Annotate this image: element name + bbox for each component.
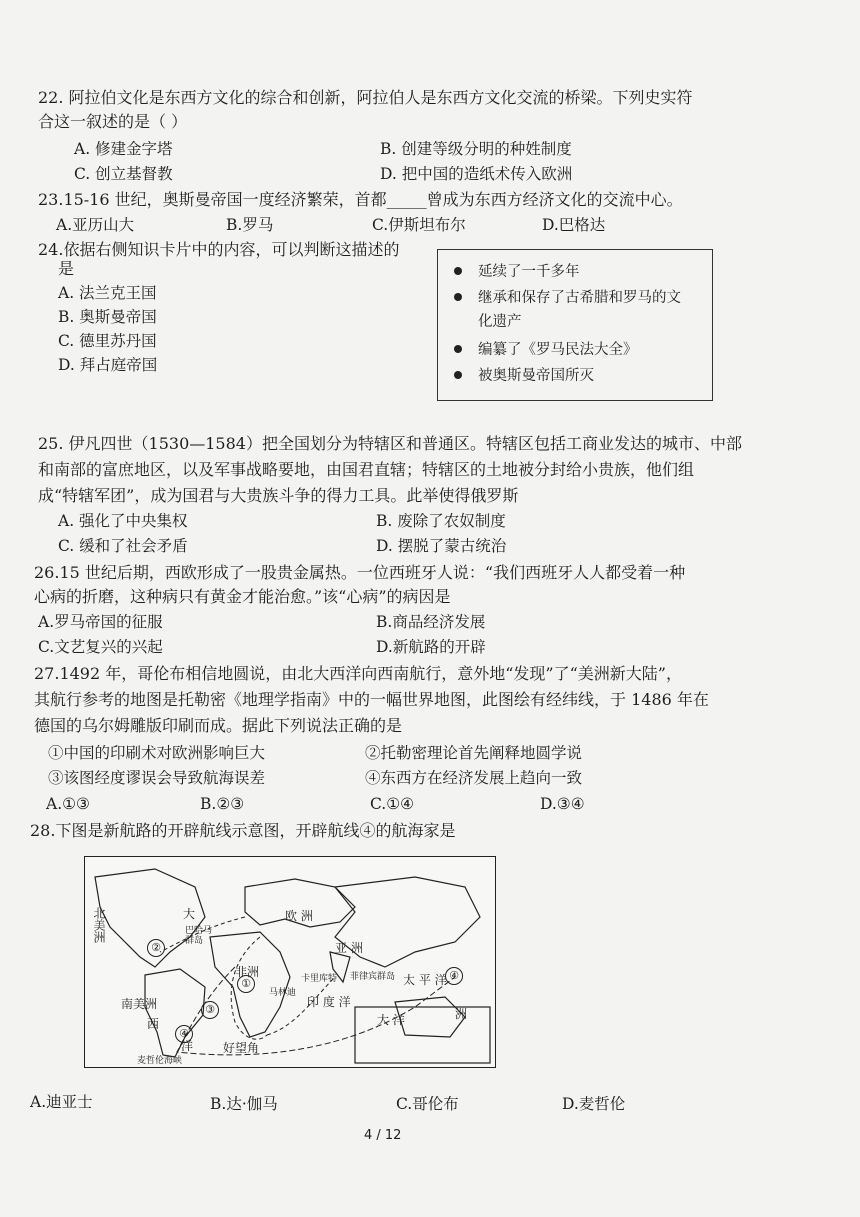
- bullet-icon: [454, 267, 462, 275]
- q27-statement-2: ②托勒密理论首先阐释地圆学说: [365, 744, 583, 762]
- label-pacific: 太 平 洋: [403, 973, 447, 987]
- q26-option-a: A.罗马帝国的征服: [38, 613, 163, 631]
- label-bahamas: 巴哈马: [185, 926, 213, 936]
- q25-stem-line3: 成“特辖军团”，成为国君与大贵族斗争的得力工具。此举使得俄罗斯: [38, 486, 519, 505]
- q24-option-a: A. 法兰克王国: [58, 284, 157, 302]
- q27-stem-line2: 其航行参考的地图是托勒密《地理学指南》中的一幅世界地图，此图绘有经纬线，于 1486 年在: [34, 690, 709, 709]
- card-item-1: 延续了一千多年: [454, 260, 580, 281]
- label-atlantic-1: 大: [183, 907, 196, 921]
- knowledge-card: [437, 249, 713, 401]
- q26-option-d: D.新航路的开辟: [376, 638, 486, 656]
- q22-stem-line1: 22. 阿拉伯文化是东西方文化的综合和创新，阿拉伯人是东西方文化交流的桥梁。下列史实符: [38, 88, 693, 107]
- q27-option-a: A.①③: [46, 795, 90, 813]
- q22-option-b: B. 创建等级分明的种姓制度: [380, 140, 572, 158]
- q25-option-a: A. 强化了中央集权: [58, 512, 188, 530]
- q28-option-a: A.迪亚士: [30, 1093, 93, 1111]
- q24-stem-line1: 24.依据右侧知识卡片中的内容，可以判断这描述的: [38, 240, 400, 259]
- label-south-america: 南美洲: [121, 997, 158, 1011]
- bullet-icon: [454, 345, 462, 353]
- q24-option-b: B. 奥斯曼帝国: [58, 308, 157, 326]
- q26-stem-line2: 心病的折磨，这种病只有黄金才能治愈。”该“心病”的病因是: [34, 587, 451, 606]
- q26-stem-line1: 26.15 世纪后期，西欧形成了一股贵金属热。一位西班牙人说：“我们西班牙人人都受着一种: [34, 563, 686, 582]
- q27-statement-3: ③该图经度谬误会导致航海误差: [48, 769, 266, 787]
- label-africa: 非洲: [235, 965, 260, 979]
- route-marker-3: ③: [201, 1001, 219, 1019]
- label-oceania-2: 洲: [455, 1007, 468, 1021]
- q24-option-d: D. 拜占庭帝国: [58, 356, 158, 374]
- q24-stem-line2: 是: [58, 259, 75, 278]
- label-europe: 欧 洲: [285, 909, 313, 923]
- q25-option-b: B. 废除了农奴制度: [376, 512, 506, 530]
- label-cape-good-hope: 好望角: [223, 1041, 260, 1055]
- q23-option-d: D.巴格达: [542, 216, 606, 234]
- card-item-3: 编纂了《罗马民法大全》: [454, 338, 638, 359]
- label-indian-ocean: 印 度 洋: [307, 995, 351, 1009]
- q28-option-c: C.哥伦布: [396, 1095, 459, 1113]
- new-sea-routes-map: [84, 856, 496, 1068]
- card-item-2-cont: 化遗产: [478, 314, 522, 330]
- bullet-icon: [454, 371, 462, 379]
- q27-option-c: C.①④: [370, 795, 415, 813]
- label-asia: 亚 洲: [335, 941, 363, 955]
- label-calicut: 卡里库特: [301, 974, 338, 984]
- q28-option-d: D.麦哲伦: [562, 1095, 626, 1113]
- q27-statement-1: ①中国的印刷术对欧洲影响巨大: [48, 744, 266, 762]
- q25-stem-line1: 25. 伊凡四世（1530—1584）把全国划分为特辖区和普通区。特辖区包括工商业发达的城市、中部: [38, 434, 742, 453]
- route-marker-4-atlantic: ④: [175, 1025, 193, 1043]
- q23-option-b: B.罗马: [226, 216, 274, 234]
- label-magellan-strait: 麦哲伦海峡: [137, 1056, 183, 1066]
- bullet-icon: [454, 293, 462, 301]
- route-marker-1: ①: [237, 975, 255, 993]
- card-item-4: 被奥斯曼帝国所灭: [454, 364, 594, 385]
- q22-stem-line2: 合这一叙述的是（ ）: [38, 112, 188, 131]
- q27-stem-line3: 德国的乌尔姆雕版印刷而成。据此下列说法正确的是: [34, 716, 403, 735]
- q25-stem-line2: 和南部的富庶地区，以及军事战略要地，由国君直辖；特辖区的土地被分封给小贵族，他们组: [38, 460, 695, 479]
- page-number: 4 / 12: [364, 1128, 402, 1143]
- label-philippines: 菲律宾群岛: [350, 972, 396, 982]
- q27-stem-line1: 27.1492 年，哥伦布相信地圆说，由北大西洋向西南航行，意外地“发现”了“美洲新大陆”，: [34, 664, 682, 683]
- q25-option-d: D. 摆脱了蒙古统治: [376, 537, 507, 555]
- label-malindi: 马林迪: [269, 988, 297, 998]
- card-item-2: 继承和保存了古希腊和罗马的文: [454, 286, 681, 307]
- q23-stem: 23.15-16 世纪，奥斯曼帝国一度经济繁荣，首都_____曾成为东西方经济文化的交流中心。: [38, 190, 683, 209]
- q27-statement-4: ④东西方在经济发展上趋向一致: [365, 769, 583, 787]
- q23-option-c: C.伊斯坦布尔: [372, 216, 466, 234]
- q24-option-c: C. 德里苏丹国: [58, 332, 157, 350]
- q27-option-b: B.②③: [200, 795, 245, 813]
- q22-option-c: C. 创立基督教: [74, 165, 173, 183]
- q28-option-b: B.达·伽马: [210, 1095, 278, 1113]
- map-drawing: [85, 857, 495, 1067]
- q23-option-a: A.亚历山大: [56, 216, 135, 234]
- label-atlantic-3: 洋: [181, 1039, 194, 1053]
- label-bahamas-2: 群岛: [185, 936, 204, 946]
- q27-option-d: D.③④: [540, 795, 585, 813]
- q22-option-a: A. 修建金字塔: [74, 140, 173, 158]
- q26-option-c: C.文艺复兴的兴起: [38, 638, 163, 656]
- q25-option-c: C. 缓和了社会矛盾: [58, 537, 188, 555]
- label-atlantic-2: 西: [147, 1017, 160, 1031]
- q22-option-d: D. 把中国的造纸术传入欧洲: [380, 165, 573, 183]
- route-marker-2: ②: [147, 939, 165, 957]
- q26-option-b: B.商品经济发展: [376, 613, 486, 631]
- route-marker-4-pacific: ④: [445, 967, 463, 985]
- label-north-america: 北美洲: [92, 907, 106, 943]
- q28-stem: 28.下图是新航路的开辟航线示意图，开辟航线④的航海家是: [30, 821, 456, 840]
- label-oceania: 大 洋: [377, 1013, 405, 1027]
